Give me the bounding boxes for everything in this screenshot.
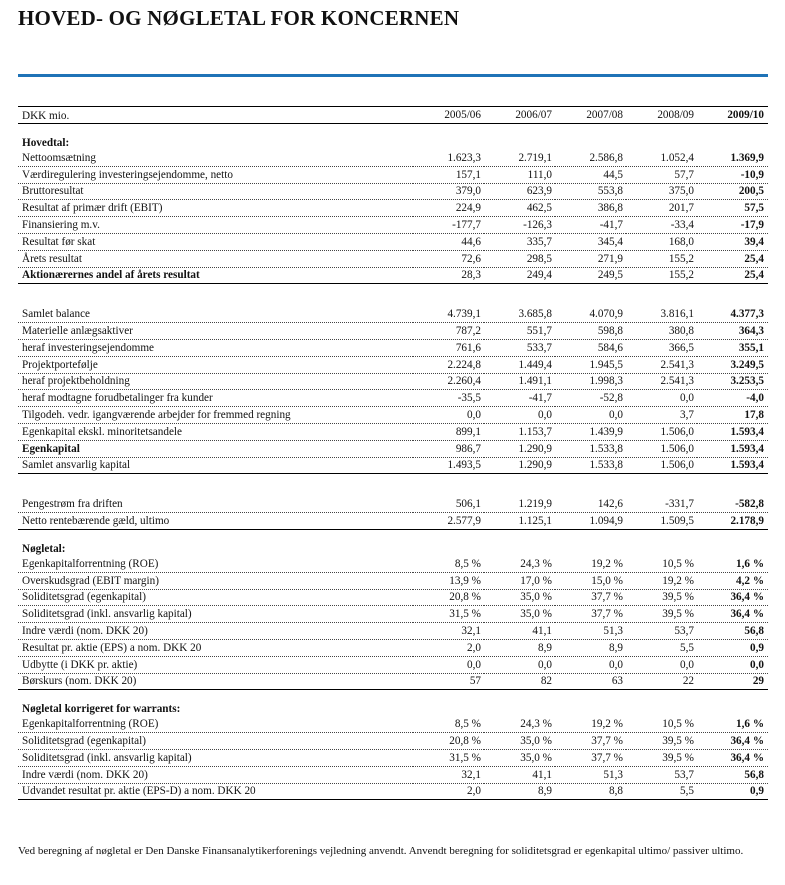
value-cell: 298,5 [484,250,555,267]
value-cell: 533,7 [484,339,555,356]
value-cell: 1.506,0 [626,440,697,457]
value-cell: 41,1 [484,766,555,783]
value-cell: 44,5 [555,166,626,183]
value-cell-current: 200,5 [697,183,768,200]
table-row [18,457,768,474]
row-label: Netto rentebærende gæld, ultimo [18,513,413,530]
table-row [18,373,768,390]
value-cell: 63 [555,673,626,690]
value-cell-current: 56,8 [697,766,768,783]
value-cell: 1.506,0 [626,457,697,474]
row-label: Finansiering m.v. [18,217,413,234]
value-cell: 57,7 [626,166,697,183]
value-cell: -33,4 [626,217,697,234]
value-cell: 2.541,3 [626,356,697,373]
value-cell: 0,0 [555,656,626,673]
value-cell: 1.623,3 [413,150,484,166]
value-cell-current: 1,6 % [697,716,768,732]
value-cell: 0,0 [413,656,484,673]
value-cell: 57 [413,673,484,690]
value-cell: 24,3 % [484,716,555,732]
value-cell: 1.449,4 [484,356,555,373]
table-row [18,513,768,530]
value-cell: 44,6 [413,233,484,250]
value-cell-current: -582,8 [697,496,768,512]
value-cell-current: 0,9 [697,639,768,656]
value-cell: 1.219,9 [484,496,555,512]
value-cell: 2.719,1 [484,150,555,166]
value-cell: 1.125,1 [484,513,555,530]
row-label: Materielle anlægsaktiver [18,323,413,340]
value-cell: 19,2 % [626,572,697,589]
row-label: Soliditetsgrad (inkl. ansvarlig kapital) [18,606,413,623]
value-cell-current: 17,8 [697,407,768,424]
value-cell: 2,0 [413,783,484,800]
table-row [18,606,768,623]
value-cell: 5,5 [626,639,697,656]
table-row [18,407,768,424]
value-cell-current: -4,0 [697,390,768,407]
value-cell: 5,5 [626,783,697,800]
row-label: Pengestrøm fra driften [18,496,413,512]
table-row [18,440,768,457]
financial-table-body [18,107,768,800]
value-cell-current: 1,6 % [697,556,768,572]
section-heading-row [18,529,768,556]
value-cell: 3.685,8 [484,306,555,322]
value-cell: 37,7 % [555,749,626,766]
table-row [18,150,768,166]
value-cell: 111,0 [484,166,555,183]
value-cell: 35,0 % [484,733,555,750]
value-cell: 41,1 [484,623,555,640]
table-row [18,166,768,183]
value-cell: 375,0 [626,183,697,200]
value-cell: 1.945,5 [555,356,626,373]
table-row [18,323,768,340]
table-row [18,267,768,284]
value-cell: 31,5 % [413,749,484,766]
value-cell: 35,0 % [484,749,555,766]
row-label: Egenkapitalforrentning (ROE) [18,556,413,572]
value-cell: 8,9 [484,783,555,800]
value-cell: 0,0 [626,390,697,407]
value-cell: 1.290,9 [484,457,555,474]
value-cell: 1.052,4 [626,150,697,166]
table-row [18,306,768,322]
value-cell-current: 2.178,9 [697,513,768,530]
value-cell-current: 1.593,4 [697,457,768,474]
header-year: 2007/08 [555,107,626,124]
table-row [18,496,768,512]
value-cell: 157,1 [413,166,484,183]
value-cell: 2,0 [413,639,484,656]
value-cell: 35,0 % [484,606,555,623]
section-heading-row [18,124,768,151]
value-cell-current: 4.377,3 [697,306,768,322]
row-label: Soliditetsgrad (egenkapital) [18,733,413,750]
value-cell: 17,0 % [484,572,555,589]
value-cell-current: 1.369,9 [697,150,768,166]
value-cell: 0,0 [626,656,697,673]
financial-table [18,106,768,800]
value-cell: 20,8 % [413,733,484,750]
row-label: Udvandet resultat pr. aktie (EPS-D) a nom. DKK 20 [18,783,413,800]
row-label: Nettoomsætning [18,150,413,166]
value-cell-current: 39,4 [697,233,768,250]
value-cell: 168,0 [626,233,697,250]
table-row [18,766,768,783]
value-cell: 8,5 % [413,556,484,572]
value-cell-current: 0,9 [697,783,768,800]
table-row [18,390,768,407]
value-cell: 1.153,7 [484,423,555,440]
value-cell-current: 1.593,4 [697,440,768,457]
value-cell-current: 36,4 % [697,589,768,606]
footnote: Ved beregning af nøgletal er Den Danske Finansanalytikerforenings vejledning anvendt. Anvendt beregning for soliditetsgrad er egenkapital ultimo/ passiver ultimo. [18,845,744,857]
value-cell: 15,0 % [555,572,626,589]
value-cell: 51,3 [555,623,626,640]
value-cell: 1.290,9 [484,440,555,457]
value-cell: 24,3 % [484,556,555,572]
value-cell: -177,7 [413,217,484,234]
value-cell: 82 [484,673,555,690]
value-cell: 271,9 [555,250,626,267]
value-cell-current: 29 [697,673,768,690]
value-cell-current: 3.253,5 [697,373,768,390]
header-year: 2005/06 [413,107,484,124]
row-label: Aktionærernes andel af årets resultat [18,267,413,284]
value-cell-current: 25,4 [697,250,768,267]
row-label: Soliditetsgrad (inkl. ansvarlig kapital) [18,749,413,766]
value-cell-current: -17,9 [697,217,768,234]
title-divider [18,74,768,77]
value-cell: 8,9 [484,639,555,656]
table-row [18,639,768,656]
row-label: Resultat før skat [18,233,413,250]
table-row [18,233,768,250]
value-cell: 142,6 [555,496,626,512]
table-row [18,217,768,234]
value-cell: 19,2 % [555,716,626,732]
value-cell: 462,5 [484,200,555,217]
value-cell: 39,5 % [626,589,697,606]
section-spacer [18,474,768,497]
row-label: Udbytte (i DKK pr. aktie) [18,656,413,673]
value-cell: 345,4 [555,233,626,250]
value-cell: 53,7 [626,766,697,783]
section-spacer [18,284,768,307]
value-cell: 249,4 [484,267,555,284]
row-label: heraf modtagne forudbetalinger fra kunder [18,390,413,407]
value-cell-current: 56,8 [697,623,768,640]
value-cell-current: 1.593,4 [697,423,768,440]
table-header-row [18,107,768,124]
row-label: Bruttoresultat [18,183,413,200]
value-cell: 32,1 [413,623,484,640]
value-cell-current: 25,4 [697,267,768,284]
row-label: Egenkapital [18,440,413,457]
value-cell: 4.070,9 [555,306,626,322]
value-cell: 366,5 [626,339,697,356]
value-cell: 1.506,0 [626,423,697,440]
table-row [18,783,768,800]
table-row [18,589,768,606]
value-cell: 380,8 [626,323,697,340]
table-row [18,673,768,690]
row-label: Egenkapitalforrentning (ROE) [18,716,413,732]
value-cell: 2.224,8 [413,356,484,373]
value-cell: 4.739,1 [413,306,484,322]
value-cell: 787,2 [413,323,484,340]
value-cell: 3.816,1 [626,306,697,322]
row-label: Overskudsgrad (EBIT margin) [18,572,413,589]
value-cell: 8,8 [555,783,626,800]
row-label: Resultat af primær drift (EBIT) [18,200,413,217]
value-cell: 335,7 [484,233,555,250]
section-heading: Hovedtal: [22,137,70,149]
value-cell: 20,8 % [413,589,484,606]
row-label: Værdiregulering investeringsejendomme, netto [18,166,413,183]
value-cell: 986,7 [413,440,484,457]
value-cell: 10,5 % [626,716,697,732]
value-cell: 37,7 % [555,606,626,623]
value-cell: 31,5 % [413,606,484,623]
value-cell: 37,7 % [555,589,626,606]
value-cell: 53,7 [626,623,697,640]
value-cell: 761,6 [413,339,484,356]
value-cell-current: 355,1 [697,339,768,356]
value-cell: 2.586,8 [555,150,626,166]
table-row [18,250,768,267]
value-cell: 0,0 [555,407,626,424]
value-cell-current: -10,9 [697,166,768,183]
value-cell: 2.577,9 [413,513,484,530]
row-label: Samlet ansvarlig kapital [18,457,413,474]
value-cell: 8,5 % [413,716,484,732]
header-unit-label: DKK mio. [18,107,413,124]
value-cell-current: 0,0 [697,656,768,673]
value-cell: 386,8 [555,200,626,217]
value-cell: 1.493,5 [413,457,484,474]
value-cell: 1.998,3 [555,373,626,390]
row-label: Indre værdi (nom. DKK 20) [18,623,413,640]
value-cell: 0,0 [413,407,484,424]
table-row [18,423,768,440]
value-cell: 584,6 [555,339,626,356]
value-cell: -41,7 [555,217,626,234]
row-label: heraf investeringsejendomme [18,339,413,356]
value-cell: 72,6 [413,250,484,267]
table-row [18,623,768,640]
row-label: Børskurs (nom. DKK 20) [18,673,413,690]
header-year: 2006/07 [484,107,555,124]
value-cell: 35,0 % [484,589,555,606]
value-cell: 551,7 [484,323,555,340]
row-label: Resultat pr. aktie (EPS) a nom. DKK 20 [18,639,413,656]
value-cell: -35,5 [413,390,484,407]
table-row [18,656,768,673]
value-cell: -52,8 [555,390,626,407]
row-label: heraf projektbeholdning [18,373,413,390]
value-cell: -126,3 [484,217,555,234]
table-row [18,183,768,200]
header-year: 2008/09 [626,107,697,124]
value-cell: 0,0 [484,407,555,424]
value-cell: 1.439,9 [555,423,626,440]
header-year-current: 2009/10 [697,107,768,124]
table-row [18,716,768,732]
value-cell: 598,8 [555,323,626,340]
value-cell: 8,9 [555,639,626,656]
table-row [18,733,768,750]
row-label: Indre værdi (nom. DKK 20) [18,766,413,783]
value-cell: 553,8 [555,183,626,200]
value-cell: 37,7 % [555,733,626,750]
value-cell-current: 57,5 [697,200,768,217]
row-label: Projektportefølje [18,356,413,373]
value-cell: 2.541,3 [626,373,697,390]
table-row [18,749,768,766]
value-cell: 0,0 [484,656,555,673]
value-cell: 13,9 % [413,572,484,589]
row-label: Soliditetsgrad (egenkapital) [18,589,413,606]
table-row [18,339,768,356]
value-cell: 10,5 % [626,556,697,572]
row-label: Tilgodeh. vedr. igangværende arbejder for fremmed regning [18,407,413,424]
value-cell: 1.491,1 [484,373,555,390]
value-cell: 39,5 % [626,606,697,623]
value-cell-current: 3.249,5 [697,356,768,373]
value-cell: 51,3 [555,766,626,783]
value-cell: 506,1 [413,496,484,512]
value-cell: 1.533,8 [555,457,626,474]
value-cell-current: 4,2 % [697,572,768,589]
value-cell: 3,7 [626,407,697,424]
table-row [18,356,768,373]
section-heading: Nøgletal: [22,542,66,555]
value-cell: 2.260,4 [413,373,484,390]
page-title: HOVED- OG NØGLETAL FOR KONCERNEN [18,6,460,30]
value-cell: 1.094,9 [555,513,626,530]
value-cell-current: 36,4 % [697,606,768,623]
row-label: Samlet balance [18,306,413,322]
value-cell: -41,7 [484,390,555,407]
row-label: Årets resultat [18,250,413,267]
value-cell: 1.509,5 [626,513,697,530]
table-row [18,556,768,572]
value-cell: 201,7 [626,200,697,217]
value-cell: 1.533,8 [555,440,626,457]
value-cell: 224,9 [413,200,484,217]
value-cell: 32,1 [413,766,484,783]
table-row [18,572,768,589]
row-label: Egenkapital ekskl. minoritetsandele [18,423,413,440]
value-cell: 28,3 [413,267,484,284]
section-heading: Nøgletal korrigeret for warrants: [22,703,181,716]
value-cell-current: 36,4 % [697,733,768,750]
value-cell: 249,5 [555,267,626,284]
value-cell-current: 364,3 [697,323,768,340]
value-cell: 155,2 [626,250,697,267]
value-cell: 155,2 [626,267,697,284]
value-cell: 899,1 [413,423,484,440]
table-row [18,200,768,217]
value-cell: 39,5 % [626,749,697,766]
value-cell: 379,0 [413,183,484,200]
value-cell: 22 [626,673,697,690]
value-cell: 623,9 [484,183,555,200]
value-cell-current: 36,4 % [697,749,768,766]
section-heading-row [18,690,768,717]
value-cell: 19,2 % [555,556,626,572]
value-cell: 39,5 % [626,733,697,750]
value-cell: -331,7 [626,496,697,512]
